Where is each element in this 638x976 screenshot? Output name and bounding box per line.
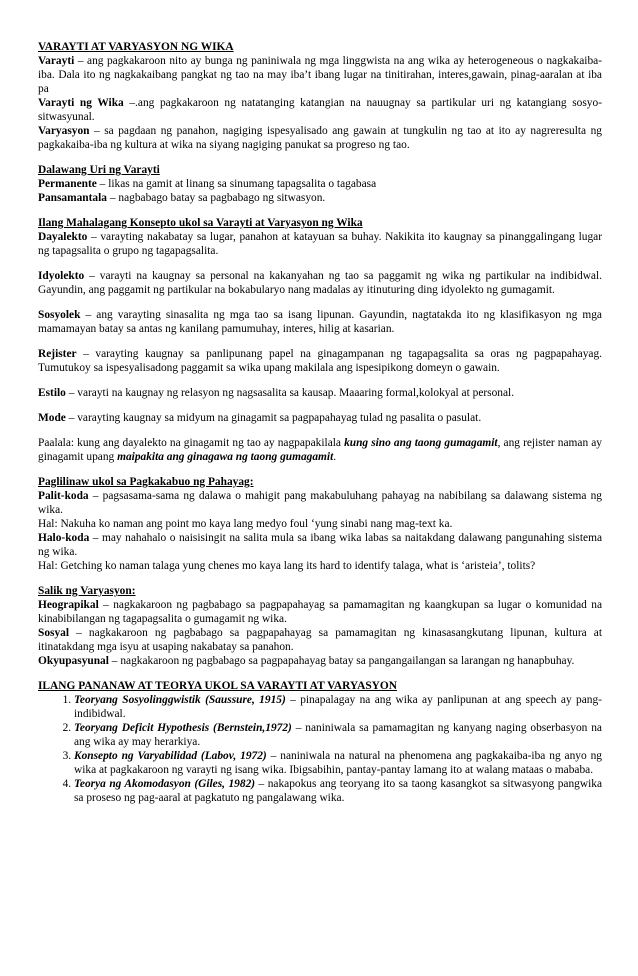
term: Estilo (38, 387, 66, 399)
definition-text: – pagsasama-sama ng dalawa o mahigit pang makabuluhang pahayag na nabibilang sa dalawang sistema ng wika. (38, 490, 602, 516)
theory-desc: – naniniwala sa pamamagitan ng kanyang naging obserbasyon na ang wika ay may herarkiya. (74, 722, 602, 748)
term: Palit-koda (38, 490, 89, 502)
definition-text: – varayting kaugnay sa panlipunang papel na ginagampanan ng tagapagsalita sa oras ng pagpapahayag. Tumutukoy sa ispesyalisadong paggamit sa wika upang makilala ang ispesipikong domeyn o gawain. (38, 348, 602, 374)
theory-list (38, 693, 602, 805)
term: Pansamantala (38, 192, 107, 204)
theory-title: Teoryang Deficit Hypothesis (Bernstein,1972) (74, 722, 292, 734)
term: Dayalekto (38, 231, 88, 243)
term: Sosyal (38, 627, 70, 639)
term: Halo-koda (38, 532, 90, 544)
definition-varyasyon (38, 124, 602, 152)
term: Varayti ng Wika (38, 97, 124, 109)
theory-title: Teorya ng Akomodasyon (Giles, 1982) (74, 778, 256, 790)
term: Rejister (38, 348, 77, 360)
definition-okyupasyunal (38, 654, 602, 668)
term: Sosyolek (38, 309, 81, 321)
term: Okyupasyunal (38, 655, 109, 667)
definition-varayti-ng-wika (38, 96, 602, 124)
list-item (74, 721, 602, 749)
example-palit-koda: Hal: Nakuha ko naman ang point mo kaya lang medyo foul ‘yung sinabi nang mag-text ka. (38, 518, 453, 530)
section-heading-uri: Dalawang Uri ng Varayti (38, 164, 160, 176)
theory-desc: – nakapokus ang teoryang ito sa taong kasangkot sa sitwasyong pangwika sa proseso ng pag-aaral at pagkatuto ng pangalawang wika. (74, 778, 602, 804)
list-item (74, 693, 602, 721)
example-halo-koda: Hal: Getching ko naman talaga yung chenes mo kaya lang its hard to identify talaga, what is ‘aristeia’, tolits? (38, 560, 536, 572)
paalala-emphasis: kung sino ang taong gumagamit (344, 437, 498, 449)
definition-text: – likas na gamit at linang sa sinumang tapagsalita o tagabasa (96, 178, 377, 190)
definition-text: –.ang pagkakaroon ng natatanging katangian na nauugnay sa partikular uri ng katangiang sosyo-sitwasyunal. (38, 97, 602, 123)
definition-text: – varayting kaugnay sa midyum na ginagamit sa pagpapahayag tulad ng pasalita o pasulat. (65, 412, 482, 424)
list-item (74, 749, 602, 777)
definition-text: – nagbabago batay sa pagbabago ng sitwasyon. (106, 192, 326, 204)
document-page (38, 40, 602, 805)
definition-sosyolek (38, 308, 602, 336)
section-heading-salik: Salik ng Varyasyon: (38, 585, 136, 597)
definition-palit-koda (38, 489, 602, 517)
definition-text: – varayti na kaugnay ng relasyon ng nagsasalita sa kausap. Maaaring formal,kolokyal at personal. (65, 387, 515, 399)
definition-text: – varayti na kaugnay sa personal na kakanyahan ng tao sa paggamit ng wika ng partikular na indibidwal. Gayundin, ang paggamit ng partikular na bokabularyo nang madalas ay itinuturing ding idyolekto ng gumagamit. (38, 270, 602, 296)
section-heading-konsepto: Ilang Mahalagang Konsepto ukol sa Varayti at Varyasyon ng Wika (38, 217, 363, 229)
theory-title: Teoryang Sosyolinggwistik (Saussure, 1915) (74, 694, 286, 706)
term: Permanente (38, 178, 97, 190)
paalala-text: , ang rejister naman ay ginagamit upang (38, 437, 602, 463)
definition-rejister (38, 347, 602, 375)
definition-pansamantala (38, 191, 602, 205)
paalala-emphasis: maipakita ang ginagawa ng taong gumagamit (117, 451, 334, 463)
definition-dayalekto (38, 230, 602, 258)
definition-halo-koda (38, 531, 602, 559)
paalala-note (38, 436, 602, 464)
paalala-text: Paalala: kung ang dayalekto na ginagamit ng tao ay nagpapakilala (38, 437, 345, 449)
definition-text: – sa pagdaan ng panahon, nagiging ispesyalisado ang gawain at tungkulin ng tao at ito ay nagreresulta ng pagkakaiba-iba ng kultura at wika na siyang nagiging panukat sa progreso ng tao. (38, 125, 602, 151)
theory-desc: – naniniwala na natural na phenomena ang pagkakaiba-iba ng anyo ng wika at pagkakaroon ng varayti ng isang wika. Ibigsabihin, pantay-pantay lamang ito at walang mataas o mababa. (74, 750, 602, 776)
document-title: VARAYTI AT VARYASYON NG WIKA (38, 41, 234, 53)
definition-text: – may nahahalo o naisisingit na salita mula sa ibang wika labas sa naitakdang dalawang pangunahing sistema ng wika. (38, 532, 602, 558)
definition-estilo (38, 386, 602, 400)
term: Varyasyon (38, 125, 90, 137)
section-heading-teorya: ILANG PANANAW AT TEORYA UKOL SA VARAYTI AT VARYASYON (38, 680, 397, 692)
term: Idyolekto (38, 270, 85, 282)
definition-varayti (38, 54, 602, 96)
term: Heograpikal (38, 599, 99, 611)
definition-text: – nagkakaroon ng pagbabago sa pagpapahayag sa pamamagitan ng kinasasangkutang lipunan, kultura at itinatakdang mga isyu at usaping nakabatay sa panahon. (38, 627, 602, 653)
definition-mode (38, 411, 602, 425)
definition-text: – varayting nakabatay sa lugar, panahon at katayuan sa buhay. Nakikita ito kaugnay sa pinanggalingang lugar ng tapagsalita o grupo ng tagapagsalita. (38, 231, 602, 257)
paalala-text: . (333, 451, 337, 463)
definition-text: – ang varayting sinasalita ng mga tao sa isang lipunan. Gayundin, nagtatakda ito ng klasifikasyon ng mga mamamayan batay sa antas ng kanilang pamumuhay, interes, hilig at kasarian. (38, 309, 602, 335)
theory-title: Konsepto ng Varyabilidad (Labov, 1972) (74, 750, 267, 762)
section-heading-paglilinaw: Paglilinaw ukol sa Pagkakabuo ng Pahayag: (38, 476, 254, 488)
definition-idyolekto (38, 269, 602, 297)
definition-text: – nagkakaroon ng pagbabago sa pagpapahayag sa pamamagitan ng kaangkupan sa lugar o komunidad na kinabibilangan ng tagapagsalita o gumagamit ng wika. (38, 599, 602, 625)
theory-desc: – pinapalagay na ang wika ay panlipunan at ang speech ay pang-indibidwal. (74, 694, 602, 720)
term: Mode (38, 412, 66, 424)
definition-text: – ang pagkakaroon nito ay bunga ng paniniwala ng mga linggwista na ang wika ay heterogeneous o nagkakaiba-iba. Dala ito ng nagkakaibang pangkat ng tao na may iba’t ibang lugar na tinitirahan, interes,gawain, pinag-aaralan at iba pa (38, 55, 602, 95)
term: Varayti (38, 55, 75, 67)
list-item (74, 777, 602, 805)
definition-permanente (38, 177, 602, 191)
definition-heograpikal (38, 598, 602, 626)
definition-sosyal (38, 626, 602, 654)
definition-text: – nagkakaroon ng pagbabago sa pagpapahayag batay sa pangangailangan sa larangan ng hanapbuhay. (108, 655, 575, 667)
